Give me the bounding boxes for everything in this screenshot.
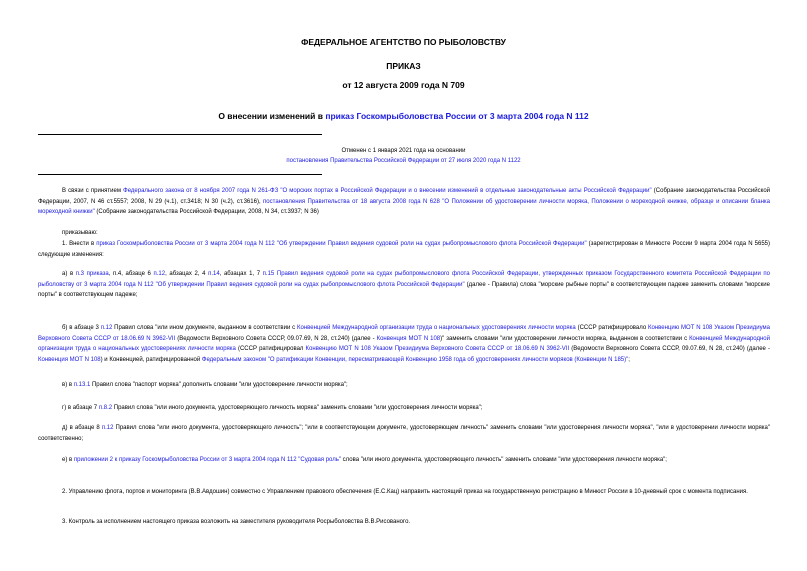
divider-top: [38, 134, 322, 135]
doc-title-prefix: О внесении изменений в: [218, 111, 326, 121]
paragraph-item-b: [38, 323, 770, 365]
convention-108-link[interactable]: Конвенцию МОТ N 108: [648, 325, 713, 331]
text: Правил слова "или иного документа, удостоверяющего личность"; "или в соответствующем документе, удостоверяющем личность" заменить словами "или удостоверения личности моряка", "или в удостоверении личности моряка" соответственно;: [38, 425, 770, 442]
paragraph-preamble: [38, 186, 770, 218]
text: , абзацах 1, 7: [219, 271, 263, 277]
revocation-note-link-line: [0, 156, 807, 166]
text: , абзацах 2, 4: [165, 271, 209, 277]
text: Правил слова "или ином документе, выданном в соответствии с: [112, 325, 297, 331]
text: (Ведомости Верховного Совета СССР, 09.07.69, N 28, ст.240) (далее -: [175, 335, 377, 342]
divider-bottom: [38, 174, 322, 175]
ilo-convention-link[interactable]: Конвенцией Международной организации труда о национальных удостоверениях личности моряка: [38, 335, 770, 352]
text: д) в абзаце 8: [62, 425, 102, 431]
law-link[interactable]: Федерального закона от 8 ноября 2007 года N 261-ФЗ "О морских портах в Российской Федерации и о внесении изменений в отдельные законодательные акты Российской Федерации": [123, 188, 652, 194]
text: (зарегистрирован в Минюсте России 9 марта 2004 года N 5655) следующие изменения:: [38, 241, 770, 258]
revocation-note: Отменен с 1 января 2021 года на основании: [341, 148, 466, 154]
p13-1-link[interactable]: п.13.1: [73, 382, 91, 388]
date-number-heading: от 12 августа 2009 года N 709: [342, 80, 465, 90]
p12-link[interactable]: п.12: [100, 325, 113, 331]
text: в) в: [62, 382, 74, 388]
agency-heading: ФЕДЕРАЛЬНОЕ АГЕНТСТВО ПО РЫБОЛОВСТВУ: [301, 37, 506, 47]
text: ;: [628, 356, 630, 363]
p12-link[interactable]: п.12: [153, 271, 166, 277]
paragraph-item-a: [38, 269, 770, 301]
text: г) в абзаце 7: [62, 405, 99, 411]
paragraph-item-e: [38, 455, 770, 466]
p15-rules-link[interactable]: п.15 Правил ведения судовой роли на судах рыбопромыслового флота Российской Федерации, утвержденных приказом Государственного комитета Российской Федерации по рыболовству от 3 марта 2004 года N 112 "Об утверждении Правил ведения судовой роли на судах рыбопромыслового флота Российской Федерации": [38, 271, 771, 288]
text: Правил слова "или иного документа, удостоверяющего личность моряка" заменить словами "или удостоверения личности моряка";: [112, 405, 483, 411]
p14-link[interactable]: п.14: [208, 271, 220, 277]
paragraph-order-word: приказываю:: [62, 230, 98, 236]
text: , п.4, абзаце 6: [108, 271, 154, 277]
text: ) и Конвенцией, ратифицированной: [100, 356, 202, 363]
doc-title-link[interactable]: приказ Госкомрыболовства России от 3 марта 2004 года N 112: [325, 111, 589, 121]
text: (СССР ратифицировало: [575, 325, 649, 331]
appendix-2-link[interactable]: приложении 2 к приказу Госкомрыболовства России от 3 марта 2004 года N 112 "Судовая роль": [73, 457, 342, 463]
government-resolution-link[interactable]: постановления Правительства от 18 августа 2008 года N 628 "О Положении об удостоверении личности моряка, Положении о мореходной книжке, образце и описании бланка мореходной книжки": [38, 198, 770, 215]
decree-link[interactable]: Указом Президиума Верховного Совета СССР от 18.06.69 N 3962-VII: [372, 346, 570, 352]
ilo-convention-link[interactable]: Конвенцией Международной организации труда о национальных удостоверениях личности моряка: [297, 325, 576, 331]
text: (СССР ратифицировал: [235, 346, 306, 352]
p8-2-link[interactable]: п.8.2: [98, 405, 113, 411]
p12-link[interactable]: п.12: [101, 425, 114, 431]
revocation-link[interactable]: постановления Правительства Российской Федерации от 27 июля 2020 года N 1122: [286, 158, 521, 164]
convention-108-link[interactable]: Конвенцию МОТ N 108: [305, 346, 371, 352]
paragraph-item-3: 3. Контроль за исполнением настоящего приказа возложить на заместителя руководителя Росрыболовства В.В.Рисованого.: [62, 519, 411, 525]
text: б) в абзаце 3: [62, 325, 101, 331]
text: (далее - Правила) слова "морские рыбные порты" в соответствующем падеже заменить словами "морские порты" в соответствующем падеже;: [38, 281, 770, 298]
p3-order-link[interactable]: п.3 приказа: [75, 271, 109, 277]
text: е) в: [62, 457, 74, 463]
paragraph-item-v: [38, 380, 770, 391]
doc-type-heading: ПРИКАЗ: [386, 61, 421, 71]
paragraph-item-1: [38, 239, 770, 260]
text: (Собрание законодательства Российской Федерации, 2008, N 34, ст.3937; N 36): [94, 209, 319, 215]
text: 1. Внести в: [62, 241, 97, 247]
text: (Ведомости Верховного Совета СССР, 09.07.69, N 28, ст.240) (далее -: [569, 346, 770, 352]
text: слова "или иного документа, удостоверяющего личность" заменить словами "или удостоверения личности моряка";: [341, 457, 667, 463]
text: (Собрание законодательства Российской Федерации, 2007, N 46 ст.5557; 2008, N 29 (ч.1), ст.3418; N 30 (ч.2), ст.3616),: [38, 188, 771, 205]
order-112-link[interactable]: приказ Госкомрыболовства России от 3 марта 2004 года N 112 "Об утверждении Правил ведения судовой роли на судах рыбопромыслового флота Российской Федерации": [96, 241, 587, 247]
paragraph-item-d: [38, 423, 770, 444]
text: а) в: [62, 271, 76, 277]
paragraph-item-2: 2. Управлению флота, портов и мониторинга (В.В.Авдошин) совместно с Управлением правового обеспечения (Е.С.Кац) направить настоящий приказ на государственную регистрацию в Минюст России в 10-дневный срок с момента подписания.: [62, 489, 748, 495]
paragraph-item-g: [38, 403, 770, 414]
convention-108-link[interactable]: Конвенция МОТ N 108: [376, 335, 441, 342]
doc-title: [0, 111, 807, 121]
text: В связи с принятием: [62, 188, 124, 194]
text: Правил слова "паспорт моряка" дополнить словами "или удостоверение личности моряка";: [90, 382, 348, 388]
convention-108-link[interactable]: Конвенция МОТ N 108: [38, 356, 101, 363]
decree-link[interactable]: Указом Президиума Верховного Совета СССР от 18.06.69 N 3962-VII: [38, 325, 771, 342]
federal-law-ratification-link[interactable]: Федеральным законом "О ратификации Конвенции, пересматривающей Конвенцию 1958 года об удостоверениях личности моряков (Конвенции N 185)": [201, 356, 629, 363]
text: )" заменить словами "или удостоверении личности моряка, выданном в соответствии с: [440, 335, 690, 342]
